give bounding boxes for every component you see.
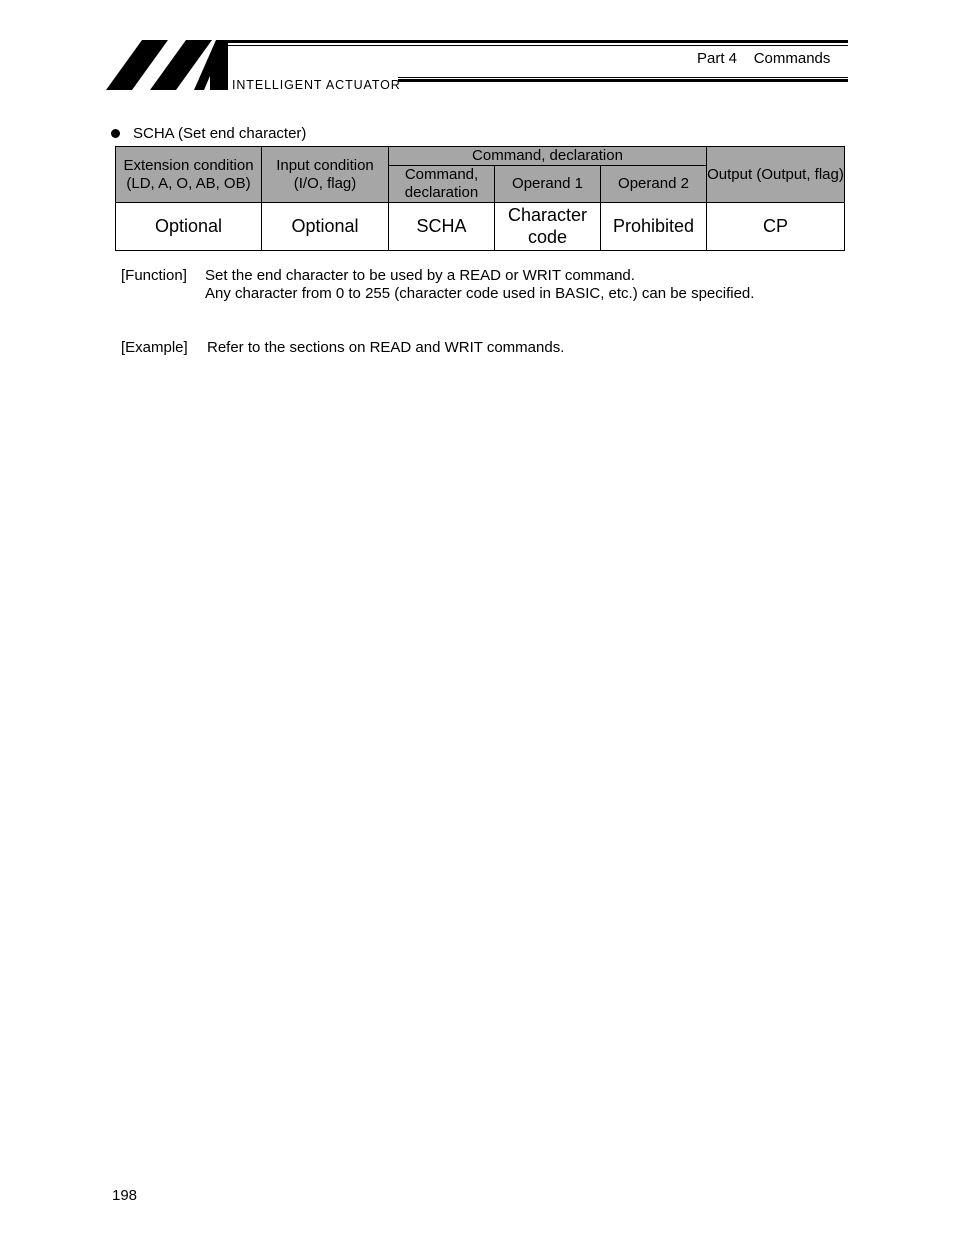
- cell-operand1: Character code: [495, 203, 601, 251]
- header-rule-top-thin: [228, 45, 848, 46]
- header-operand2: Operand 2: [601, 166, 707, 203]
- header-input-condition: Input condition (I/O, flag): [262, 147, 389, 203]
- cell-output: CP: [707, 203, 845, 251]
- header-rule-bottom-thin: [398, 77, 848, 78]
- header-operand1: Operand 1: [495, 166, 601, 203]
- page-number: 198: [112, 1187, 138, 1204]
- header-rule-bottom: [398, 79, 848, 82]
- command-heading: [111, 125, 306, 142]
- example-text: Refer to the sections on READ and WRIT commands.: [207, 339, 565, 356]
- example-tag: [Example]: [121, 339, 188, 356]
- command-table: [115, 146, 845, 251]
- cell-input-condition: Optional: [262, 203, 389, 251]
- brand-name: INTELLIGENT ACTUATOR: [232, 78, 401, 92]
- bullet-icon: [111, 129, 120, 138]
- header-command-group: Command, declaration: [389, 147, 707, 166]
- cell-operand2: Prohibited: [601, 203, 707, 251]
- header-command-declaration: Command, declaration: [389, 166, 495, 203]
- function-line-1: Set the end character to be used by a READ or WRIT command.: [205, 267, 635, 284]
- command-heading-text: SCHA (Set end character): [133, 125, 307, 142]
- function-tag: [Function]: [121, 267, 187, 284]
- header-output: Output (Output, flag): [707, 147, 845, 203]
- header-rule-top: [228, 40, 848, 43]
- section-label: Part 4 Commands: [697, 50, 831, 67]
- cell-command: SCHA: [389, 203, 495, 251]
- function-line-2: Any character from 0 to 255 (character code used in BASIC, etc.) can be specified.: [205, 285, 755, 302]
- header-extension-condition: Extension condition (LD, A, O, AB, OB): [116, 147, 262, 203]
- cell-extension-condition: Optional: [116, 203, 262, 251]
